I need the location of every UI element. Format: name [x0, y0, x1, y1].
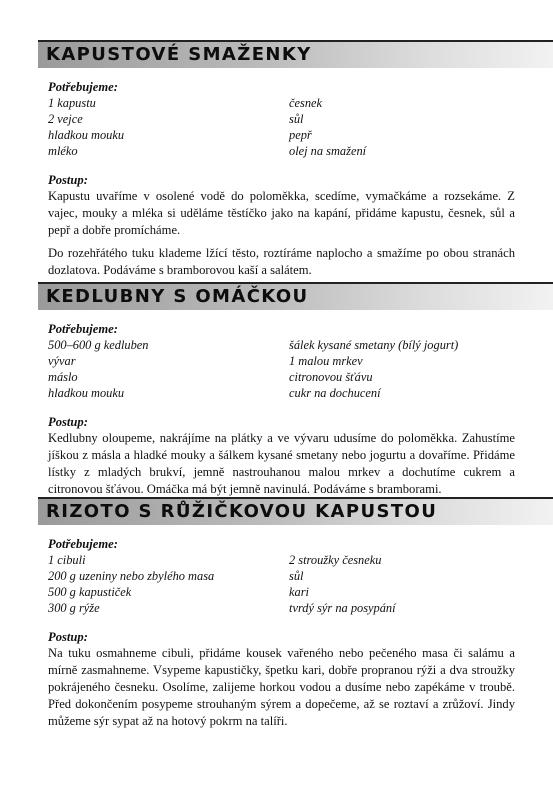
recipe-title: RIZOTO S RŮŽIČKOVOU KAPUSTOU	[46, 501, 438, 522]
recipe-title-banner	[38, 497, 553, 525]
recipe-section-kapustove-smazenky	[0, 40, 553, 279]
ingredient-item: cukr na dochucení	[289, 386, 381, 400]
ingredient-item: hladkou mouku	[48, 128, 125, 142]
recipe-title-banner	[38, 282, 553, 310]
recipe-title: KEDLUBNY S OMÁČKOU	[46, 286, 309, 307]
recipe-body	[48, 79, 515, 279]
method-label: Postup:	[48, 173, 88, 187]
ingredients-label: Potřebujeme:	[48, 322, 118, 336]
recipe-body	[48, 321, 515, 498]
ingredient-item: 1 malou mrkev	[289, 354, 363, 368]
recipe-section-rizoto-s-ruzickovou-kapustou	[0, 497, 553, 730]
ingredient-item: 1 cibuli	[48, 553, 86, 567]
recipe-title: KAPUSTOVÉ SMAŽENKY	[46, 44, 312, 65]
ingredient-item: sůl	[289, 569, 304, 583]
ingredient-item: citronovou šťávu	[289, 370, 373, 384]
ingredient-item: česnek	[289, 96, 323, 110]
ingredients-list	[48, 95, 515, 159]
method-paragraph: Kedlubny oloupeme, nakrájíme na plátky a ve vývaru udusíme do poloměkka. Zahustíme jíškou z másla a hladké mouky a šálkem kysané smetany nebo jogurtu a dovaříme. Přidáme lístky z mladých brukví, jemně nastrouhanou malou mrkev a dochutíme cukrem a citronovou šťávou. Omáčka má být jemně navinulá. Podáváme s bramborami.	[48, 431, 515, 496]
ingredient-item: 2 stroužky česneku	[289, 553, 382, 567]
ingredient-item: kari	[289, 585, 309, 599]
ingredient-item: tvrdý sýr na posypání	[289, 601, 396, 615]
ingredient-item: vývar	[48, 354, 76, 368]
ingredient-item: máslo	[48, 370, 78, 384]
method-paragraph: Kapustu uvaříme v osolené vodě do poloměkka, scedíme, vymačkáme a rozsekáme. Z vajec, mouky a mléka si uděláme těstíčko jako na kapání, přidáme kapustu, česnek, sůl a pepř a dobře promícháme.	[48, 189, 515, 237]
ingredients-label: Potřebujeme:	[48, 537, 118, 551]
ingredient-item: 300 g rýže	[48, 601, 100, 615]
method-label: Postup:	[48, 415, 88, 429]
ingredients-list	[48, 337, 515, 401]
ingredient-item: sůl	[289, 112, 304, 126]
ingredient-item: 500–600 g kedluben	[48, 338, 149, 352]
ingredient-item: šálek kysané smetany (bílý jogurt)	[289, 338, 459, 352]
ingredient-item: 1 kapustu	[48, 96, 96, 110]
method-paragraph: Na tuku osmahneme cibuli, přidáme kousek vařeného nebo pečeného masa či salámu a mírně zasmahneme. Vsypeme kapustičky, špetku kari, dobře propranou rýži a dva stroužky pokrájeného česneku. Osolíme, zalijeme horkou vodou a dusíme nebo zapékáme v troubě. Před dokončením posypeme strouhaným sýrem a dopečeme, až se roztaví a zrůžoví. Jindy můžeme sýr sypat až na hotový pokrm na talíři.	[48, 646, 515, 728]
recipe-body	[48, 536, 515, 730]
ingredient-item: 200 g uzeniny nebo zbylého masa	[48, 569, 215, 583]
ingredient-item: mléko	[48, 144, 78, 158]
ingredient-item: 2 vejce	[48, 112, 83, 126]
ingredient-item: hladkou mouku	[48, 386, 125, 400]
method-label: Postup:	[48, 630, 88, 644]
ingredient-item: 500 g kapustiček	[48, 585, 132, 599]
recipe-title-banner	[38, 40, 553, 68]
ingredients-list	[48, 552, 515, 616]
recipe-section-kedlubny-s-omackou	[0, 282, 553, 498]
ingredient-item: olej na smažení	[289, 144, 367, 158]
method-paragraph: Do rozehřátého tuku klademe lžící těsto, roztíráme naplocho a smažíme po obou stranách dozlatova. Podáváme s bramborovou kaší a salátem.	[48, 246, 515, 277]
ingredient-item: pepř	[289, 128, 312, 142]
ingredients-label: Potřebujeme:	[48, 80, 118, 94]
